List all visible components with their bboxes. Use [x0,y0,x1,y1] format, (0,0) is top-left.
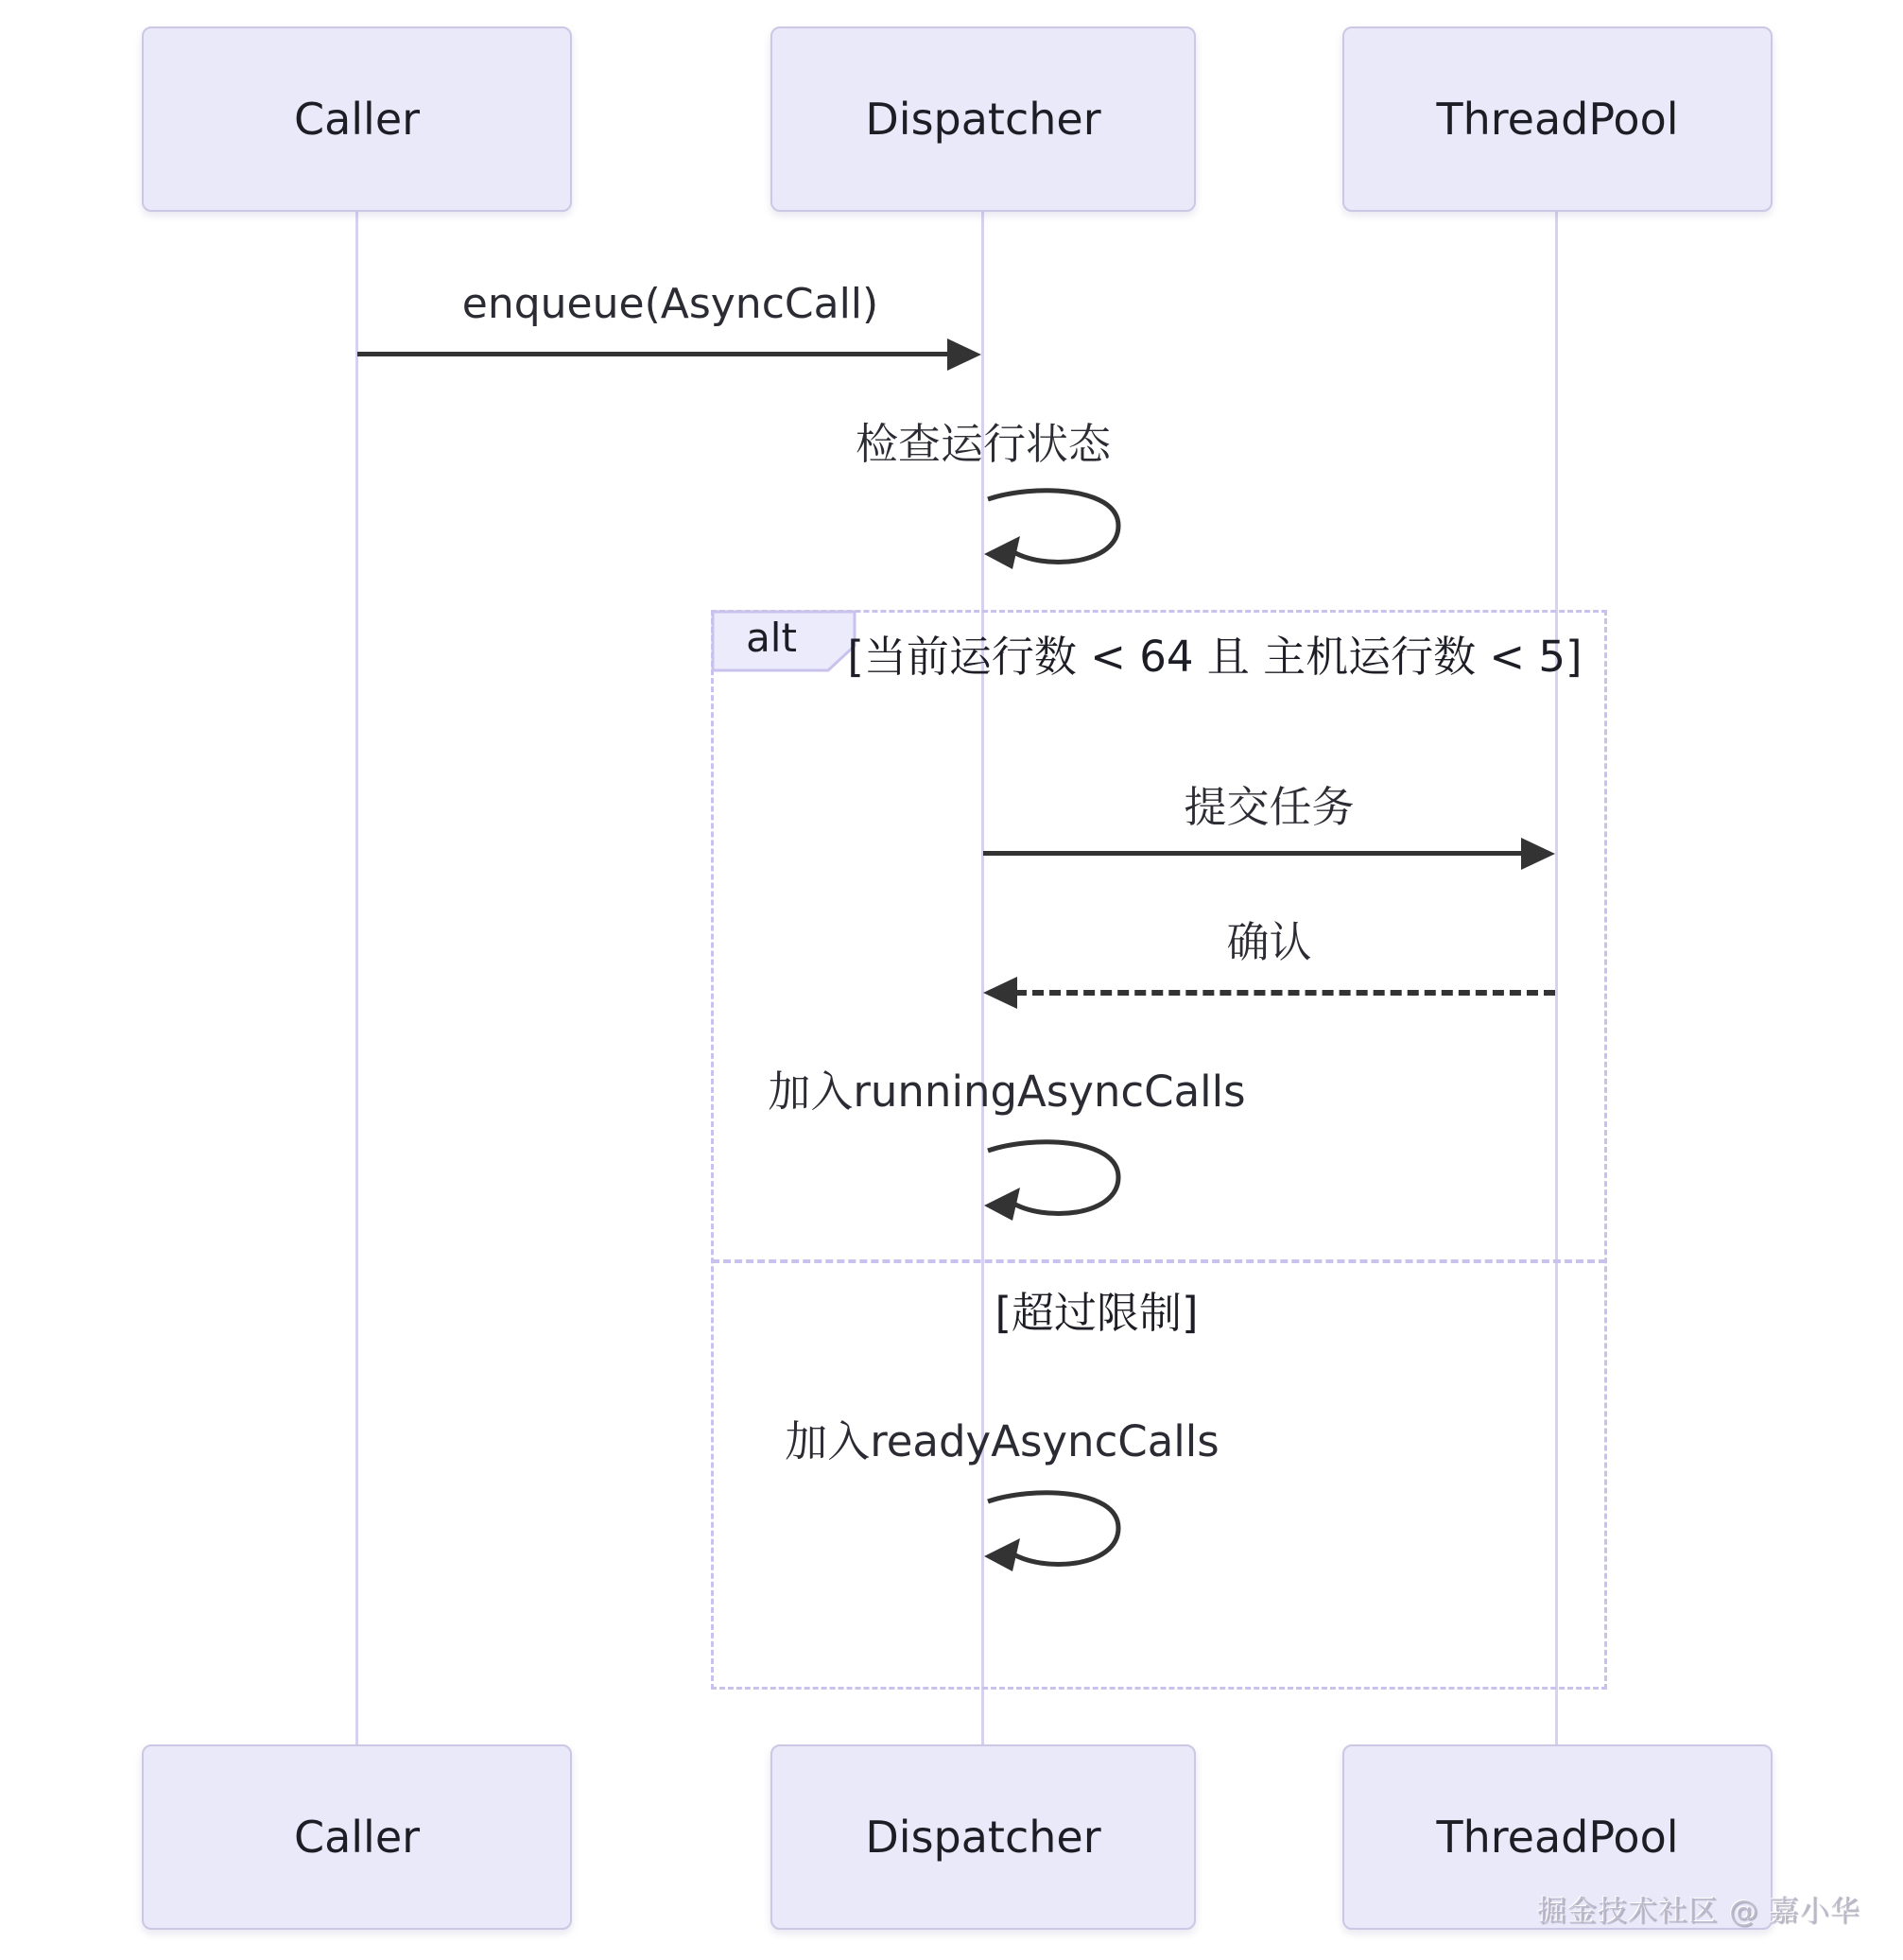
alt-condition-2: [超过限制] [995,1288,1199,1338]
actor-caller-label: Caller [293,94,421,145]
actor-threadpool-top [1342,26,1773,212]
message-submit-task-line [983,851,1525,856]
self-loop-check-status-icon [982,486,1124,569]
actor-dispatcher-label-bottom: Dispatcher [865,1812,1101,1863]
alt-divider [712,1259,1606,1263]
actor-dispatcher-top [770,26,1196,212]
actor-caller-bottom [142,1744,572,1930]
actor-caller-label-bottom: Caller [293,1812,421,1863]
message-ack-line [1015,990,1555,996]
actor-threadpool-label-bottom: ThreadPool [1436,1812,1679,1863]
message-add-ready-label: 加入readyAsyncCalls [785,1416,1220,1466]
watermark: 掘金技术社区 @ 嘉小华 [1537,1895,1860,1929]
message-check-status-label: 检查运行状态 [855,419,1111,469]
message-submit-task-label: 提交任务 [1184,782,1355,832]
message-enqueue-line [357,352,953,356]
actor-dispatcher-label: Dispatcher [865,94,1101,145]
actor-dispatcher-bottom [770,1744,1196,1930]
self-loop-add-ready-icon [982,1488,1124,1571]
actor-threadpool-label: ThreadPool [1436,94,1679,145]
alt-condition-1: [当前运行数 < 64 且 主机运行数 < 5] [847,632,1583,682]
message-ack-arrowhead-icon [983,977,1017,1009]
message-ack-label: 确认 [1226,917,1312,967]
message-enqueue-arrowhead-icon [947,338,981,371]
message-submit-task-arrowhead-icon [1521,838,1555,870]
self-loop-add-running-icon [982,1137,1124,1221]
lifeline-caller [355,212,358,1744]
message-enqueue-label: enqueue(AsyncCall) [461,280,879,328]
actor-caller-top [142,26,572,212]
message-add-running-label: 加入runningAsyncCalls [768,1067,1246,1117]
alt-keyword: alt [746,615,797,661]
